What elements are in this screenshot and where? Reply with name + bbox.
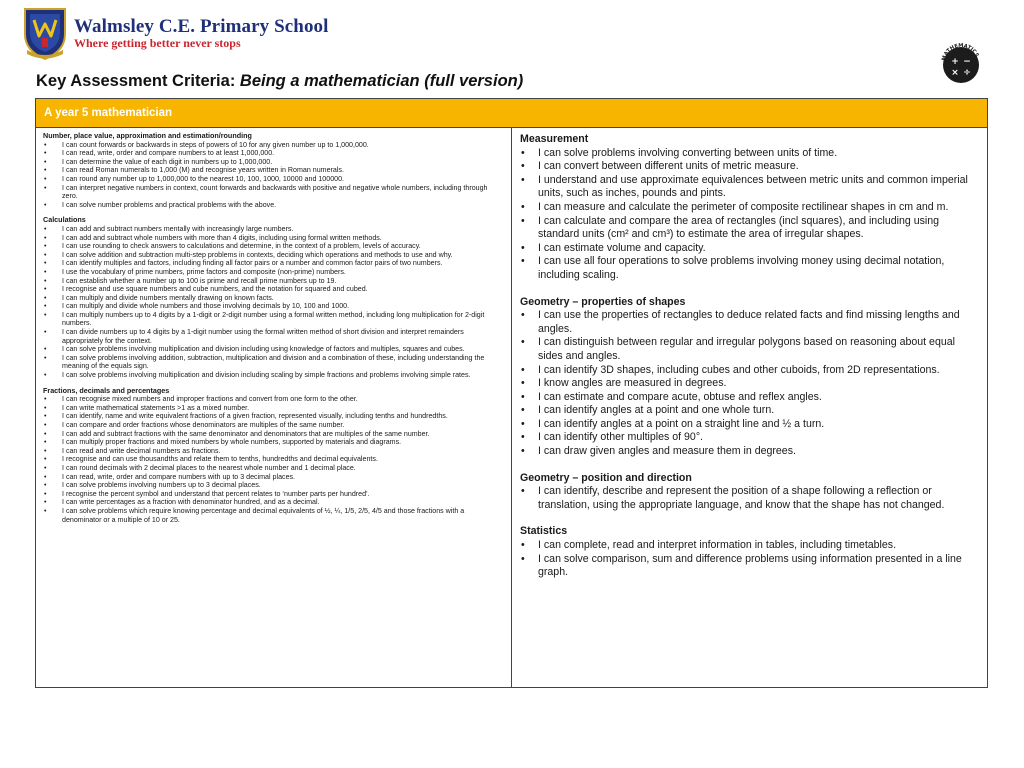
criteria-item: • I can multiply numbers up to 4 digits by a 1-digit or 2-digit number using a formal written method, including long multiplication for 2-digit numbers. [43,311,505,328]
school-crest-icon [22,6,68,60]
criteria-item: • I can identify, name and write equivalent fractions of a given fraction, represented visually, including tenths and hundredths. [43,412,505,421]
school-name: Walmsley C.E. Primary School [74,16,329,37]
criteria-item: • I recognise and can use thousandths and relate them to tenths, hundredths and decimal equivalents. [43,455,505,464]
criteria-item: • I can solve number problems and practical problems with the above. [43,201,505,210]
criteria-item: • I can count forwards or backwards in steps of powers of 10 for any given number up to 1,000,000. [43,141,505,150]
section-heading: Calculations [43,215,86,225]
criteria-item: • I can multiply and divide whole numbers and those involving decimals by 10, 100 and 1000. [43,302,505,311]
section-fractions-decimals-and-percentages [43,387,505,525]
criteria-item: • I can identify, describe and represent the position of a shape following a reflection or translation, using the appropriate language, and know that the shape has not changed. [520,485,979,512]
section-heading: Geometry – position and direction [520,471,692,484]
criteria-item: • I can use rounding to check answers to calculations and determine, in the context of a problem, levels of accuracy. [43,242,505,251]
page-title-italic: Being a mathematician (full version) [239,72,524,90]
criteria-item: • I can read, write, order and compare numbers with up to 3 decimal places. [43,473,505,482]
section-geometry-properties-of-shapes [520,296,979,459]
criteria-item: • I can estimate volume and capacity. [520,242,979,256]
criteria-item: • I can determine the value of each digit in numbers up to 1,000,000. [43,158,505,167]
section-heading: Number, place value, approximation and estimation/rounding [43,131,252,140]
criteria-item: • I can distinguish between regular and irregular polygons based on reasoning about equal sides and angles. [520,336,979,363]
criteria-item: • I can write mathematical statements >1 as a mixed number. [43,404,505,413]
criteria-item: • I can add and subtract numbers mentally with increasingly large numbers. [43,225,505,234]
criteria-list [520,309,979,459]
criteria-item: • I can read, write, order and compare numbers to at least 1,000,000. [43,149,505,158]
page-title-main: Key Assessment Criteria: [36,72,240,90]
criteria-item: • I can recognise mixed numbers and improper fractions and convert from one form to the other. [43,395,505,404]
section-calculations [43,216,505,379]
section-heading: Fractions, decimals and percentages [43,385,170,395]
criteria-item: • I can measure and calculate the perimeter of composite rectilinear shapes in cm and m. [520,201,979,215]
criteria-item: • I can use the properties of rectangles to deduce related facts and find missing lengths and angles. [520,309,979,336]
criteria-item: • I can compare and order fractions whose denominators are multiples of the same number. [43,421,505,430]
criteria-item: • I can interpret negative numbers in context, count forwards and backwards with positive and negative whole numbers, including through zero. [43,184,505,201]
section-measurement [520,133,979,283]
criteria-item: • I can divide numbers up to 4 digits by a 1-digit number using the formal written method of short division and interpret remainders appropriately for the context. [43,328,505,345]
criteria-item: • I can multiply and divide numbers mentally drawing on known facts. [43,294,505,303]
criteria-item: • I can add and subtract fractions with the same denominator and denominators that are multiples of the same number. [43,430,505,439]
criteria-item: • I can identify angles at a point and one whole turn. [520,404,979,418]
criteria-item: • I can identify multiples and factors, including finding all factor pairs or a number and common factor pairs of two numbers. [43,259,505,268]
right-column [512,128,987,687]
criteria-item: • I can calculate and compare the area of rectangles (incl squares), and including using standard units (cm² and cm³) to estimate the area of irregular shapes. [520,215,979,242]
criteria-item: • I recognise and use square numbers and cube numbers, and the notation for squared and cubed. [43,285,505,294]
criteria-item: • I can use all four operations to solve problems involving money using decimal notation, including scaling. [520,255,979,282]
section-heading: Geometry – properties of shapes [520,295,686,308]
school-motto: Where getting better never stops [74,36,241,50]
left-column [36,128,512,687]
divide-symbol: ÷ [963,68,971,78]
criteria-item: • I know angles are measured in degrees. [520,377,979,391]
criteria-item: • I can draw given angles and measure them in degrees. [520,445,979,459]
criteria-item: • I use the vocabulary of prime numbers, prime factors and composite (non-prime) numbers. [43,268,505,277]
criteria-item: • I can read and write decimal numbers as fractions. [43,447,505,456]
criteria-item: • I can solve problems involving multiplication and division including scaling by simple fractions and problems involving simple rates. [43,371,505,380]
criteria-item: • I can solve comparison, sum and difference problems using information presented in a line graph. [520,553,979,580]
criteria-item: • I can identify angles at a point on a straight line and ½ a turn. [520,418,979,432]
criteria-item: • I can solve problems involving addition, subtraction, multiplication and division and a combination of these, including understanding the meaning of the equals sign. [43,354,505,371]
criteria-item: • I recognise the percent symbol and understand that percent relates to ‘number parts per hundred’. [43,490,505,499]
criteria-item: • I can solve problems involving multiplication and division including using knowledge of factors and multiples, squares and cubes. [43,345,505,354]
section-geometry-position-and-direction [520,472,979,513]
criteria-list [520,147,979,283]
section-heading: Statistics [520,525,568,538]
criteria-list [520,485,979,512]
criteria-item: • I can identify other multiples of 90°. [520,431,979,445]
criteria-item: • I can round any number up to 1,000,000 to the nearest 10, 100, 1000, 10000 and 100000. [43,175,505,184]
section-number-place-value-approximation-and-estimation-rounding [43,132,505,209]
criteria-item: • I can write percentages as a fraction with denominator hundred, and as a decimal. [43,498,505,507]
criteria-item: • I can solve problems involving converting between units of time. [520,147,979,161]
criteria-item: • I can solve problems involving numbers up to 3 decimal places. [43,481,505,490]
plus-symbol: + [951,57,959,67]
criteria-item: • I can identify 3D shapes, including cubes and other cuboids, from 2D representations. [520,364,979,378]
criteria-list [43,225,505,380]
criteria-list [520,539,979,580]
criteria-item: • I can estimate and compare acute, obtuse and reflex angles. [520,391,979,405]
criteria-table [35,98,988,688]
badge-label: MATHEMATICS [941,42,980,62]
page-title [36,72,523,91]
criteria-item: • I can convert between different units of metric measure. [520,160,979,174]
year-banner: A year 5 mathematician [36,99,987,128]
minus-symbol: − [963,57,971,67]
criteria-item: • I can round decimals with 2 decimal places to the nearest whole number and 1 decimal place. [43,464,505,473]
criteria-list [43,141,505,210]
criteria-item: • I can solve addition and subtraction multi-step problems in contexts, deciding which operations and methods to use and why. [43,251,505,260]
criteria-item: • I can solve problems which require knowing percentage and decimal equivalents of ½, ¼, 1/5, 2/5, 4/5 and those fractions with a denominator or a multiple of 10 or 25. [43,507,505,524]
criteria-item: • I can read Roman numerals to 1,000 (M) and recognise years written in Roman numerals. [43,166,505,175]
criteria-item: • I can complete, read and interpret information in tables, including timetables. [520,539,979,553]
criteria-item: • I can establish whether a number up to 100 is prime and recall prime numbers up to 19. [43,277,505,286]
criteria-item: • I can add and subtract whole numbers with more than 4 digits, including using formal written methods. [43,234,505,243]
section-heading: Measurement [520,133,589,145]
section-statistics [520,525,979,579]
criteria-list [43,395,505,524]
times-symbol: × [951,68,959,78]
criteria-item: • I understand and use approximate equivalences between metric units and common imperial units, such as inches, pounds and pints. [520,174,979,201]
mathematics-badge-icon [938,40,984,86]
criteria-item: • I can multiply proper fractions and mixed numbers by whole numbers, supported by materials and diagrams. [43,438,505,447]
